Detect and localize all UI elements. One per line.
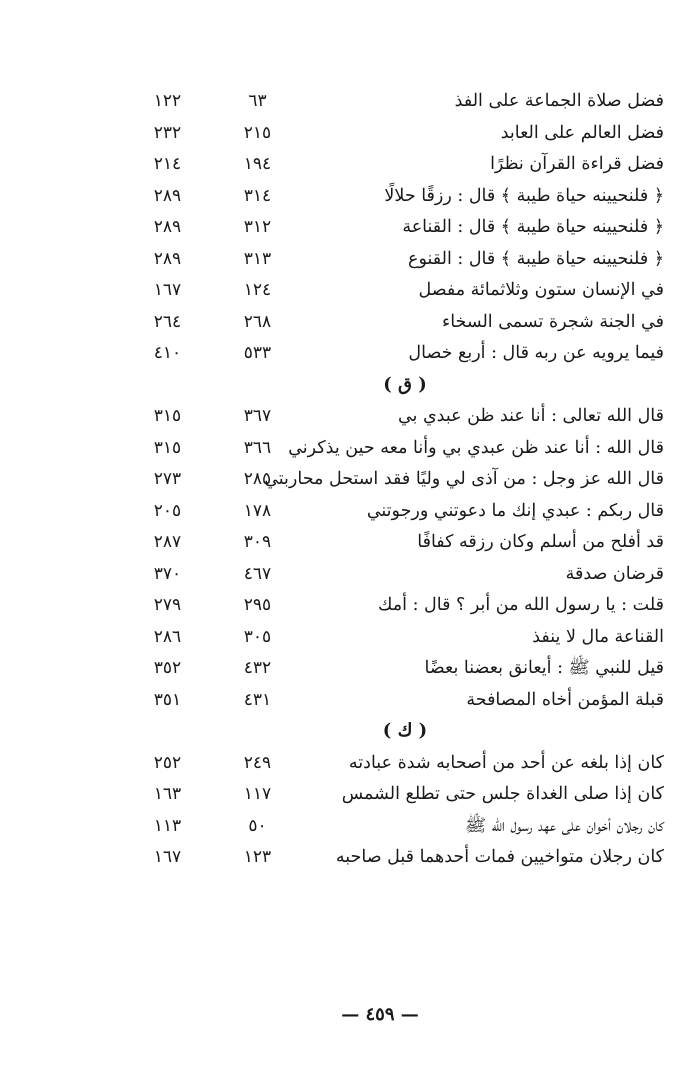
- page-number: — ٤٥٩ —: [341, 1004, 419, 1025]
- entry-hadith-number: ٣٦٧: [243, 406, 272, 426]
- entry-text: كان إذا صلى الغداة جلس حتى تطلع الشمس: [341, 784, 664, 804]
- entry-text: قال الله عز وجل : من آذى لي وليًا فقد استحل محاربتي: [264, 469, 664, 489]
- index-entry: [140, 244, 670, 276]
- index-entry: [140, 338, 670, 370]
- entry-hadith-number: ٦٣: [248, 91, 267, 111]
- entry-hadith-number: ١٢٤: [243, 280, 272, 300]
- index-entry: [140, 401, 670, 433]
- entry-text: في الإنسان ستون وثلاثمائة مفصل: [418, 280, 664, 300]
- entry-page-number: ٢٠٥: [153, 500, 182, 521]
- entry-hadith-number: ٤٣١: [243, 689, 272, 710]
- entry-text: في الجنة شجرة تسمى السخاء: [442, 311, 664, 332]
- entry-hadith-number: ٤٣٢: [243, 658, 272, 678]
- index-entry: [140, 779, 670, 811]
- entry-page-number: ٢٣٢: [153, 122, 182, 143]
- entry-page-number: ١١٣: [153, 815, 182, 836]
- index-entry: [140, 653, 670, 685]
- entry-page-number: ٣٥٢: [153, 658, 182, 678]
- entry-text: كان رجلان متواخيين فمات أحدهما قبل صاحبه: [335, 847, 664, 867]
- index-entry: [140, 181, 670, 213]
- entry-page-number: ٣٧٠: [153, 563, 182, 584]
- entry-page-number: ١٦٣: [153, 784, 182, 804]
- index-entry: [140, 433, 670, 465]
- index-entry: [140, 149, 670, 181]
- entry-text: قال الله تعالى : أنا عند ظن عبدي بي: [397, 406, 664, 426]
- index-entry: [140, 496, 670, 528]
- entry-text: القناعة مال لا ينفذ: [532, 626, 664, 647]
- entry-page-number: ٣١٥: [153, 406, 182, 426]
- entry-hadith-number: ٥٣٣: [243, 343, 272, 363]
- index-entry: [140, 527, 670, 559]
- entry-hadith-number: ٤٦٧: [243, 563, 272, 584]
- entry-page-number: ٢٧٣: [153, 469, 182, 489]
- entry-text: قرضان صدقة: [565, 563, 664, 584]
- entry-page-number: ٢٦٤: [153, 311, 182, 332]
- entry-text: قد أفلح من أسلم وكان رزقه كفافًا: [417, 532, 664, 552]
- section-heading: ( ق ): [383, 373, 427, 395]
- entry-text: قبلة المؤمن أخاه المصافحة: [466, 689, 664, 710]
- entry-page-number: ٢٧٩: [153, 595, 182, 615]
- entry-page-number: ١٢٢: [153, 91, 182, 111]
- entry-text: قيل للنبي ﷺ : أيعانق بعضنا بعضًا: [424, 658, 664, 678]
- entry-text: قال الله : أنا عند ظن عبدي بي وأنا معه حين يذكرني: [288, 437, 664, 458]
- entry-text: فضل قراءة القرآن نظرًا: [490, 154, 664, 174]
- entry-page-number: ٢٥٢: [153, 752, 182, 773]
- entry-page-number: ٢٨٧: [153, 532, 182, 552]
- index-entry: [140, 86, 670, 118]
- entry-page-number: ١٦٧: [153, 847, 182, 867]
- index-entry: [140, 212, 670, 244]
- index-entry: [140, 464, 670, 496]
- entry-hadith-number: ٣٦٦: [243, 437, 272, 458]
- index-entry: [140, 118, 670, 150]
- entry-page-number: ٢٨٩: [153, 248, 182, 269]
- entry-hadith-number: ٣٠٥: [243, 626, 272, 647]
- entry-text: كان إذا بلغه عن أحد من أصحابه شدة عبادته: [348, 752, 664, 773]
- entry-text: ﴿ فلنحيينه حياة طيبة ﴾ قال : القناعة: [402, 217, 664, 237]
- entry-text: فيما يرويه عن ربه قال : أربع خصال: [408, 343, 664, 363]
- entry-page-number: ٣٥١: [153, 689, 182, 710]
- entry-text: قلت : يا رسول الله من أبر ؟ قال : أمك: [378, 595, 664, 615]
- entry-hadith-number: ١٩٤: [243, 154, 272, 174]
- entry-text: فضل العالم على العابد: [500, 122, 664, 143]
- entry-text: كان رجلان أخوان على عهد رسول الله ﷺ: [465, 815, 664, 836]
- index-entry: [140, 590, 670, 622]
- section-heading: ( ك ): [382, 720, 428, 741]
- index-entry: [140, 748, 670, 780]
- entry-hadith-number: ٢٤٩: [243, 752, 272, 773]
- entry-hadith-number: ٢٨٥: [243, 469, 272, 489]
- entry-hadith-number: ٢٦٨: [243, 311, 272, 332]
- entry-hadith-number: ١١٧: [243, 784, 272, 804]
- entry-text: قال ربكم : عبدي إنك ما دعوتني ورجوتني: [366, 500, 664, 521]
- entry-hadith-number: ٣١٢: [243, 217, 272, 237]
- entry-hadith-number: ٢١٥: [243, 122, 272, 143]
- entry-hadith-number: ٣١٣: [243, 248, 272, 269]
- entry-hadith-number: ٣١٤: [243, 185, 272, 206]
- index-entry: [140, 811, 670, 843]
- entry-page-number: ٢١٤: [153, 154, 182, 174]
- index-entry: [140, 842, 670, 874]
- entry-hadith-number: ١٢٣: [243, 847, 272, 867]
- entry-page-number: ٣١٥: [153, 437, 182, 458]
- entry-page-number: ١٦٧: [153, 280, 182, 300]
- entry-hadith-number: ٢٩٥: [243, 595, 272, 615]
- entry-text: ﴿ فلنحيينه حياة طيبة ﴾ قال : القنوع: [408, 248, 664, 269]
- entry-text: ﴿ فلنحيينه حياة طيبة ﴾ قال : رزقًا حلالًا: [384, 185, 664, 206]
- entry-page-number: ٢٨٩: [153, 217, 182, 237]
- entry-hadith-number: ٥٠: [248, 815, 267, 836]
- entry-hadith-number: ١٧٨: [243, 500, 272, 521]
- index-entry: [140, 275, 670, 307]
- entry-page-number: ٤١٠: [153, 343, 182, 363]
- index-entry: [140, 685, 670, 717]
- entry-text: فضل صلاة الجماعة على الفذ: [454, 91, 664, 111]
- index-entry: [140, 307, 670, 339]
- entry-page-number: ٢٨٦: [153, 626, 182, 647]
- entry-page-number: ٢٨٩: [153, 185, 182, 206]
- index-entry: [140, 622, 670, 654]
- index-entry: [140, 559, 670, 591]
- entry-hadith-number: ٣٠٩: [243, 532, 272, 552]
